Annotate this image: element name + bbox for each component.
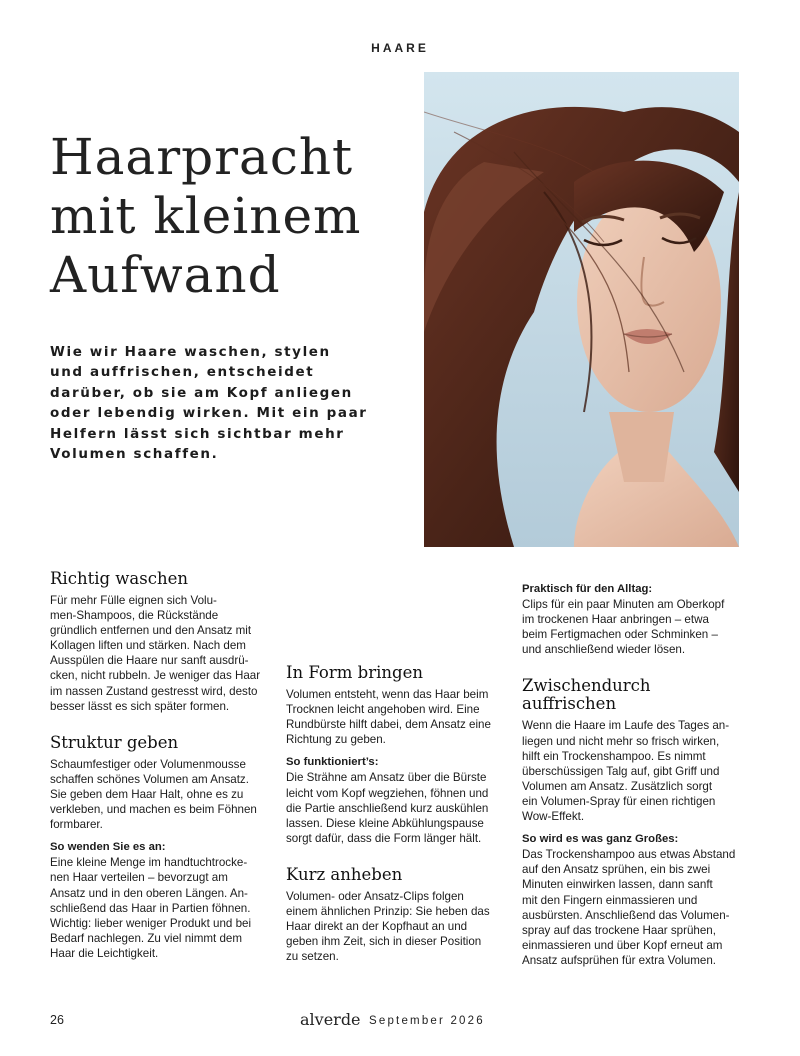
text-line: schaffen schönes Volumen am Ansatz.: [50, 772, 249, 786]
text-line: lassen. Diese kleine Abkühlungspause: [286, 816, 484, 830]
text-line: Ausspülen die Haare nur sanft ausdrü-: [50, 654, 249, 668]
text-line: mit den Fingern einmassieren und: [522, 893, 698, 907]
intro-line: Helfern lässt sich sichtbar mehr: [50, 425, 345, 442]
text-line: Clips für ein paar Minuten am Oberkopf: [522, 598, 725, 612]
title-line: Aufwand: [50, 246, 281, 304]
heading-line: Zwischendurch: [522, 676, 651, 696]
text-line: Bedarf nachlegen. Zu viel nimmt dem: [50, 931, 243, 945]
subheading: So wenden Sie es an:: [50, 841, 166, 854]
heading-line: auffrischen: [522, 694, 617, 714]
article-intro: [50, 342, 380, 464]
section-heading: Kurz anheben: [286, 864, 403, 884]
text-line: liegen und nicht mehr so frisch wirken,: [522, 734, 720, 748]
text-line: Wenn die Haare im Laufe des Tages an-: [522, 719, 730, 733]
text-line: besser lässt es sich später formen.: [50, 699, 230, 713]
text-line: Kollagen liften und stärken. Nach dem: [50, 639, 246, 653]
paragraph: [50, 855, 275, 961]
text-line: schließend das Haar in Partien föhnen.: [50, 901, 251, 915]
magazine-logo: alverde: [300, 1010, 361, 1029]
text-line: auf den Ansatz sprühen, ein bis zwei: [522, 863, 711, 877]
intro-line: darüber, ob sie am Kopf anliegen: [50, 384, 353, 401]
intro-line: Wie wir Haare waschen, stylen: [50, 344, 331, 360]
paragraph: [286, 687, 511, 747]
intro-line: Volumen schaffen.: [50, 446, 219, 463]
text-line: zu setzen.: [286, 950, 339, 964]
section-heading: Richtig waschen: [50, 569, 188, 588]
text-line: cken, nicht rubbeln. Je weniger das Haar: [50, 669, 261, 683]
text-line: die Partie anschließend kurz auskühlen: [286, 801, 489, 815]
subheading: So funktioniert’s:: [286, 756, 379, 769]
text-line: Eine kleine Menge im handtuchtrocke-: [50, 856, 248, 870]
paragraph: [50, 757, 275, 832]
text-line: Sie geben dem Haar Halt, ohne es zu: [50, 787, 244, 801]
text-line: men-Shampoos, die Rückstände: [50, 609, 219, 623]
text-line: Das Trockenshampoo aus etwas Abstand: [522, 848, 736, 862]
intro-line: oder lebendig wirken. Mit ein paar: [50, 405, 368, 422]
portrait-photo: [424, 72, 739, 547]
text-line: Ansatz aufsprühen für extra Volumen.: [522, 953, 716, 967]
text-line: formbarer.: [50, 818, 103, 832]
text-line: Volumen- oder Ansatz-Clips folgen: [286, 889, 464, 903]
section-heading: In Form bringen: [286, 663, 423, 682]
text-line: Rundbürste hilft dabei, dem Ansatz eine: [286, 718, 491, 732]
text-line: Trocknen leicht angehoben wird. Eine: [286, 703, 480, 717]
text-line: Richtung zu geben.: [286, 733, 386, 747]
text-line: Wichtig: lieber weniger Produkt und bei: [50, 916, 252, 930]
text-line: sorgt dafür, dass die Form länger hält.: [286, 831, 482, 845]
text-line: Die Strähne am Ansatz über die Bürste: [286, 771, 487, 785]
title-line: Haarpracht: [50, 128, 354, 186]
text-line: Schaumfestiger oder Volumenmousse: [50, 757, 246, 771]
title-line: mit kleinem: [50, 187, 362, 245]
text-line: Ansatz und in den oberen Längen. An-: [50, 886, 248, 900]
text-line: Volumen am Ansatz. Zusätzlich sorgt: [522, 779, 713, 793]
article-title: [50, 128, 361, 305]
section-label: HAARE: [371, 41, 429, 55]
text-line: und anschließend wieder lösen.: [522, 643, 686, 657]
paragraph: [286, 889, 511, 964]
subheading: So wird es was ganz Großes:: [522, 833, 679, 846]
paragraph: [522, 718, 757, 824]
column-middle: [286, 664, 511, 964]
column-left: [50, 570, 275, 961]
column-right: [522, 582, 757, 968]
text-line: hilft ein Trockenshampoo. Es nimmt: [522, 749, 706, 763]
text-line: geben ihm Zeit, sich in dieser Position: [286, 935, 482, 949]
section-heading: Struktur geben: [50, 732, 179, 752]
paragraph: [522, 597, 757, 657]
text-line: nen Haar verteilen – bevorzugt am: [50, 871, 228, 885]
text-line: Haar die Leichtigkeit.: [50, 946, 159, 960]
text-line: Für mehr Fülle eignen sich Volu-: [50, 594, 217, 607]
text-line: beim Fertigmachen oder Schminken –: [522, 628, 718, 642]
text-line: ein Volumen-Spray für einen richtigen: [522, 794, 716, 808]
text-line: im nassen Zustand gestresst wird, desto: [50, 684, 258, 698]
issue-date: September 2026: [369, 1015, 485, 1027]
text-line: im trockenen Haar anbringen – etwa: [522, 613, 709, 627]
paragraph: [286, 770, 511, 845]
text-line: Haar direkt an der Kopfhaut an und: [286, 920, 468, 934]
subheading: Praktisch für den Alltag:: [522, 583, 653, 595]
text-line: verkleben, und machen es beim Föhnen: [50, 803, 257, 817]
paragraph: [50, 593, 275, 714]
text-line: Minuten einwirken lassen, dann sanft: [522, 878, 713, 892]
text-line: einmassieren und über Kopf erneut am: [522, 938, 723, 952]
text-line: einem ähnlichen Prinzip: Sie heben das: [286, 905, 490, 919]
paragraph: [522, 847, 757, 968]
text-line: gründlich entfernen und den Ansatz mit: [50, 624, 252, 638]
text-line: Wow-Effekt.: [522, 810, 585, 824]
text-line: ausbürsten. Anschließend das Volumen-: [522, 908, 730, 922]
text-line: spray auf das trockene Haar sprühen,: [522, 923, 716, 937]
text-line: Volumen entsteht, wenn das Haar beim: [286, 688, 489, 701]
text-line: leicht vom Kopf wegziehen, föhnen und: [286, 786, 489, 800]
text-line: überschüssigen Talg auf, gibt Griff und: [522, 764, 720, 778]
section-heading: [522, 677, 757, 713]
page-number: 26: [50, 1013, 64, 1027]
intro-line: und auffrischen, entscheidet: [50, 364, 315, 381]
